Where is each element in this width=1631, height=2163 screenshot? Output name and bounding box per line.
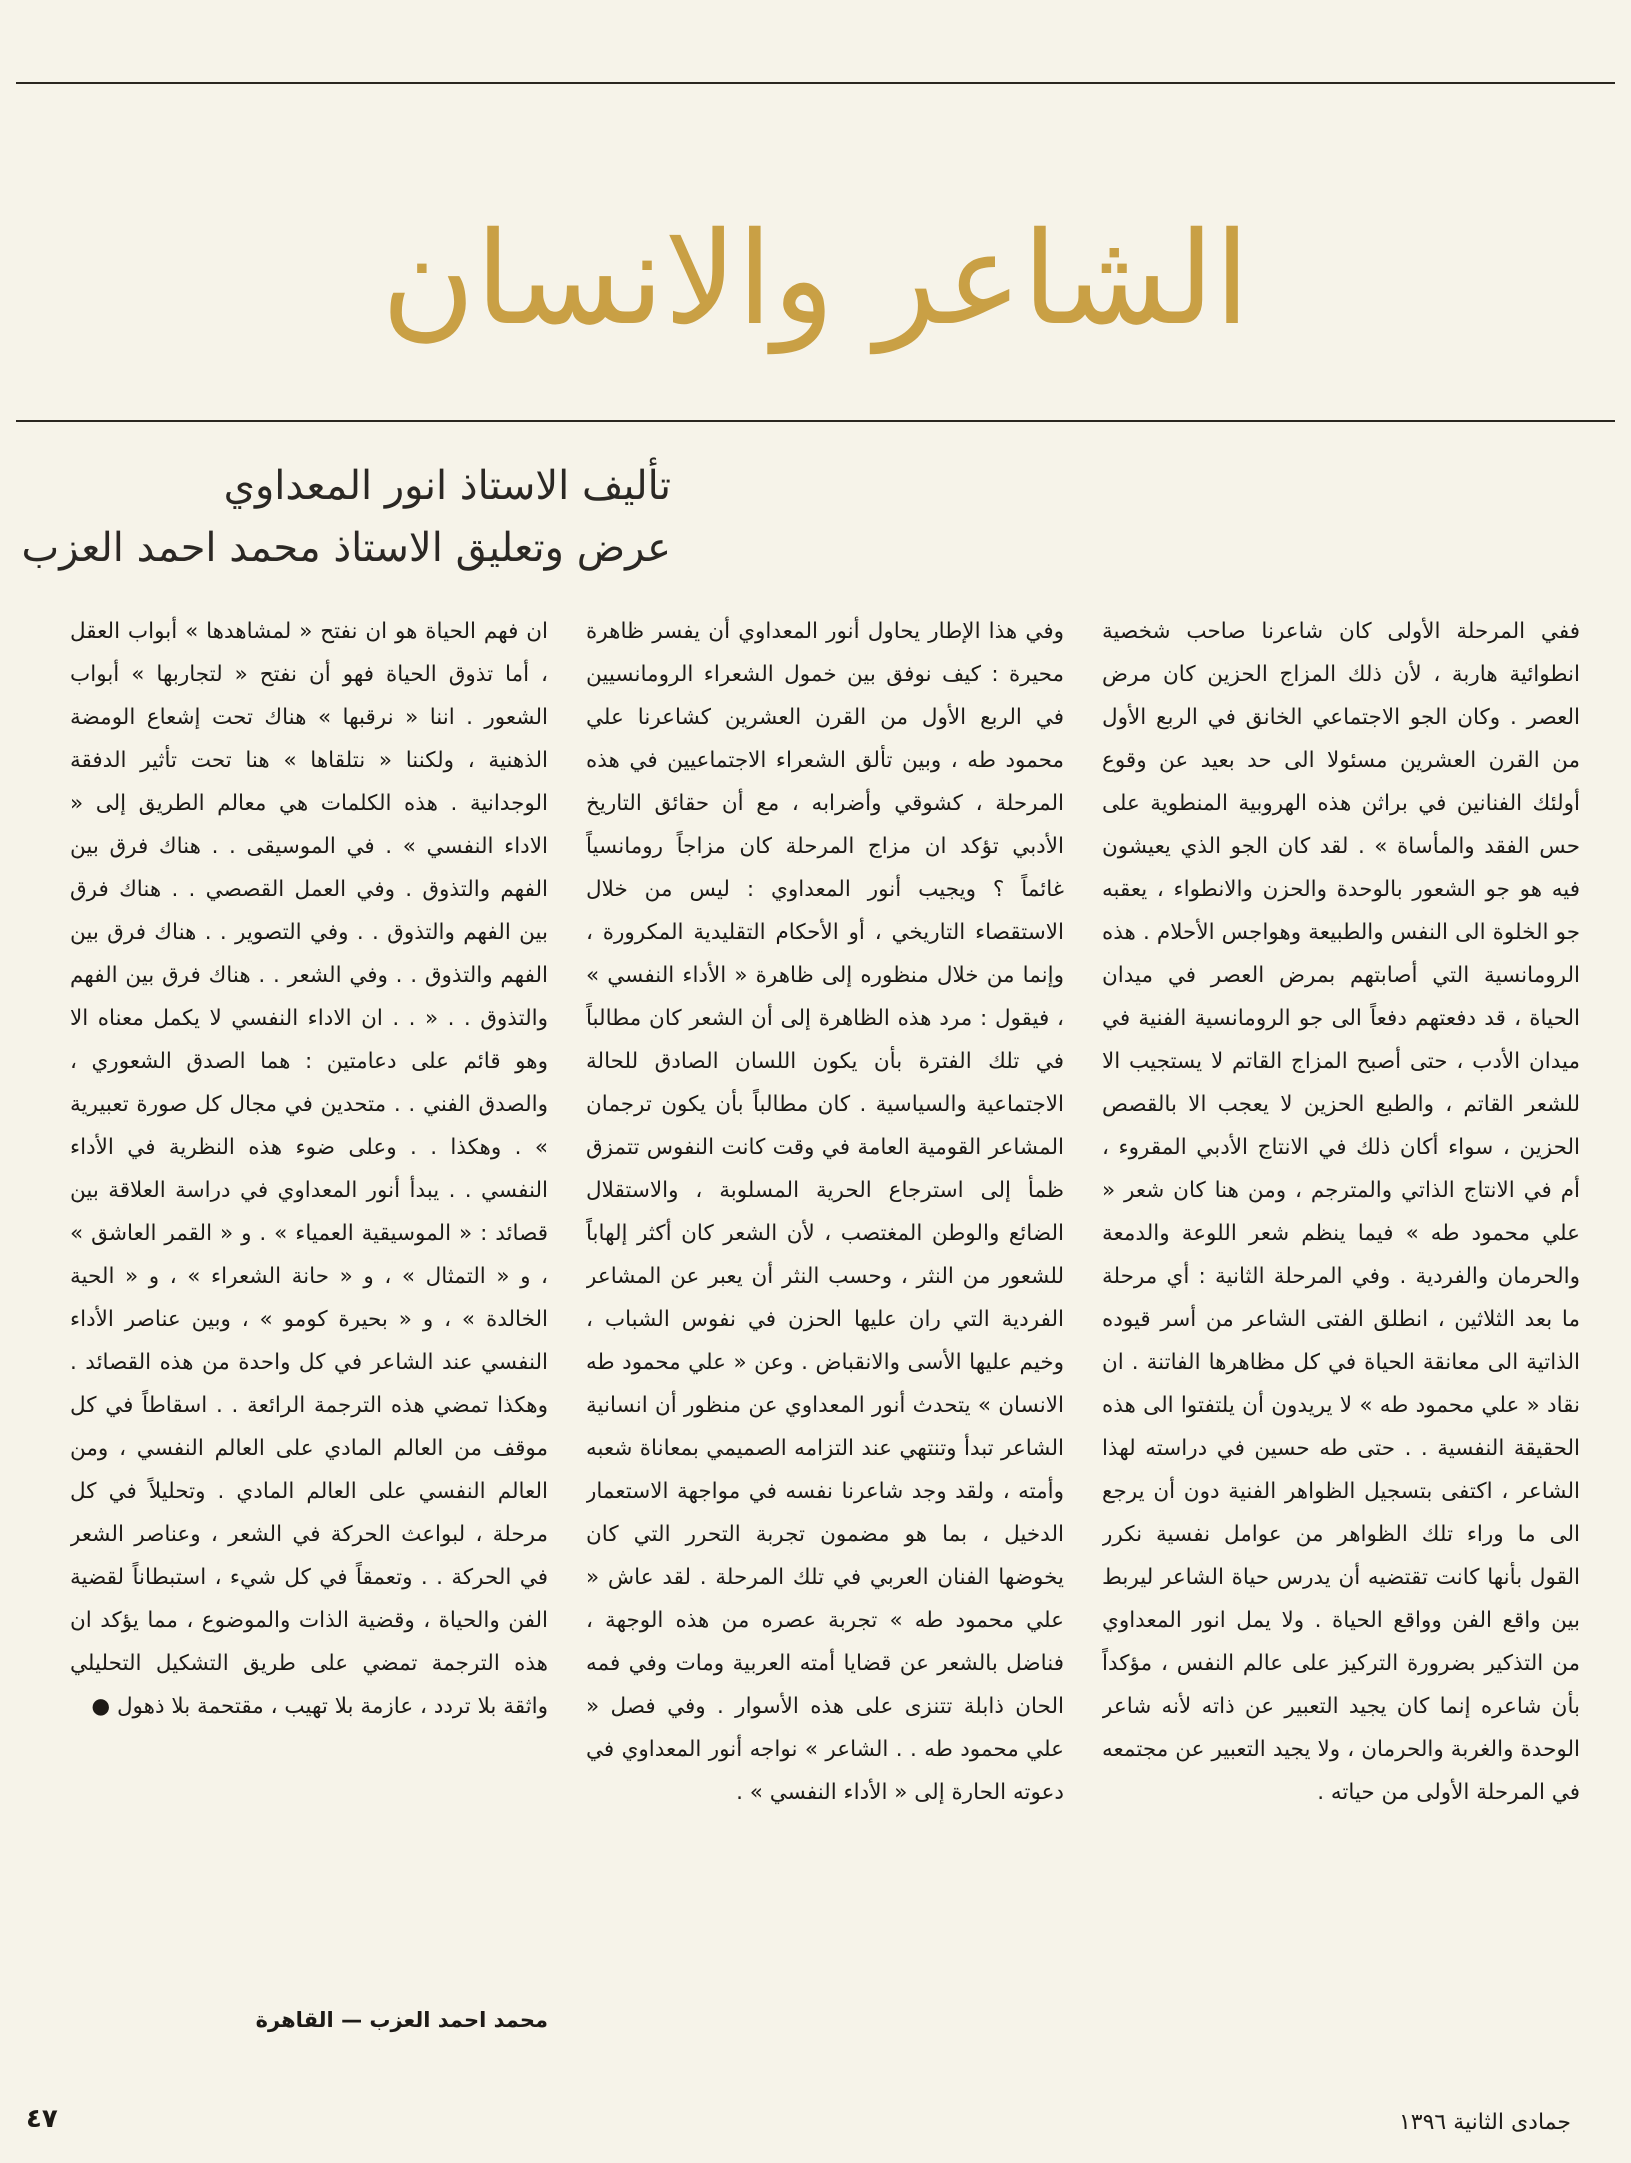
column-middle-text: وفي هذا الإطار يحاول أنور المعداوي أن يفسر ظاهرة محيرة : كيف نوفق بين خمول الشعراء الرومانسيين في الربع الأول من القرن العشرين كشاعرنا علي محمود طه ، وبين تألق الشعراء الاجتماعيين في هذه المرحلة ، كشوقي وأضرابه ، مع أن حقائق التاريخ الأدبي تؤكد ان مزاج المرحلة كان مزاجاً رومانسياً غائماً ؟ ويجيب أنور المعداوي : ليس من خلال الاستقصاء التاريخي ، أو الأحكام التقليدية المكرورة ، وإنما من خلال منظوره إلى ظاهرة « الأداء النفسي » ، فيقول : مرد هذه الظاهرة إلى أن الشعر كان مطالباً في تلك الفترة بأن يكون اللسان الصادق للحالة الاجتماعية والسياسية . كان مطالباً بأن يكون ترجمان المشاعر القومية العامة في وقت كانت النفوس تتمزق ظمأ إلى استرجاع الحرية المسلوبة ، والاستقلال الضائع والوطن المغتصب ، لأن الشعر كان أكثر إلهاباً للشعور من النثر ، وحسب النثر أن يعبر عن المشاعر الفردية التي ران عليها الحزن في نفوس الشباب ، وخيم عليها الأسى والانقباض . وعن « علي محمود طه الانسان » يتحدث أنور المعداوي عن منظور أن انسانية الشاعر تبدأ وتنتهي عند التزامه الصميمي بمعاناة شعبه وأمته ، ولقد وجد شاعرنا نفسه في مواجهة الاستعمار الدخيل ، بما هو مضمون تجربة التحرر التي كان يخوضها الفنان العربي في تلك المرحلة . لقد عاش « علي محمود طه » تجربة عصره من هذه الوجهة ، فناضل بالشعر عن قضايا أمته العربية ومات وفي فمه الحان ذابلة تتنزى على هذه الأسوار . وفي فصل « علي محمود طه . . الشاعر » نواجه أنور المعداوي في دعوته الحارة إلى « الأداء النفسي » .: [586, 619, 1064, 1805]
article-title: الشاعر والانسان: [381, 205, 1250, 354]
title-rule: [16, 420, 1615, 422]
column-left-text: ان فهم الحياة هو ان نفتح « لمشاهدها » أبواب العقل ، أما تذوق الحياة فهو أن نفتح « لتجاربها » أبواب الشعور . اننا « نرقبها » هناك تحت إشعاع الومضة الذهنية ، ولكننا « نتلقاها » هنا تحت تأثير الدفقة الوجدانية . هذه الكلمات هي معالم الطريق إلى « الاداء النفسي » . في الموسيقى . . هناك فرق بين الفهم والتذوق . وفي العمل القصصي . . هناك فرق بين الفهم والتذوق . . وفي التصوير . . هناك فرق بين الفهم والتذوق . . وفي الشعر . . هناك فرق بين الفهم والتذوق . . « . . ان الاداء النفسي لا يكمل معناه الا وهو قائم على دعامتين : هما الصدق الشعوري ، والصدق الفني . . متحدين في مجال كل صورة تعبيرية » . وهكذا . . وعلى ضوء هذه النظرية في الأداء النفسي . . يبدأ أنور المعداوي في دراسة العلاقة بين قصائد : « الموسيقية العمياء » . و « القمر العاشق » ، و « التمثال » ، و « حانة الشعراء » ، و « الحية الخالدة » ، و « بحيرة كومو » ، وبين عناصر الأداء النفسي عند الشاعر في كل واحدة من هذه القصائد . وهكذا تمضي هذه الترجمة الرائعة . . اسقاطاً في كل موقف من العالم المادي على العالم النفسي ، ومن العالم النفسي على العالم المادي . وتحليلاً في كل مرحلة ، لبواعث الحركة في الشعر ، وعناصر الشعر في الحركة . . وتعمقاً في كل شيء ، استبطاناً لقضية الفن والحياة ، وقضية الذات والموضوع ، مما يؤكد ان هذه الترجمة تمضي على طريق التشكيل التحليلي واثقة بلا تردد ، عازمة بلا تهيب ، مقتحمة بلا ذهول ●: [70, 619, 548, 1719]
author-line: تأليف الاستاذ انور المعداوي: [223, 463, 671, 509]
page-number: ٤٧: [26, 2104, 58, 2134]
article-signature: محمد احمد العزب — القاهرة: [255, 2008, 548, 2032]
presenter-line: عرض وتعليق الاستاذ محمد احمد العزب: [21, 525, 671, 571]
column-right-text: ففي المرحلة الأولى كان شاعرنا صاحب شخصية انطوائية هاربة ، لأن ذلك المزاج الحزين كان مرض العصر . وكان الجو الاجتماعي الخانق في الربع الأول من القرن العشرين مسئولا الى حد بعيد عن وقوع أولئك الفنانين في براثن هذه الهروبية المنطوية على حس الفقد والمأساة » . لقد كان الجو الذي يعيشون فيه هو جو الشعور بالوحدة والحزن والانطواء ، يعقبه جو الخلوة الى النفس والطبيعة وهواجس الأحلام . هذه الرومانسية التي أصابتهم بمرض العصر في ميدان الحياة ، قد دفعتهم دفعاً الى جو الرومانسية الفنية في ميدان الأدب ، حتى أصبح المزاج القاتم لا يستجيب الا للشعر القاتم ، والطبع الحزين لا يعجب الا بالقصص الحزين ، سواء أكان ذلك في الانتاج الأدبي المقروء ، أم في الانتاج الذاتي والمترجم ، ومن هنا كان شعر « علي محمود طه » فيما ينظم شعر اللوعة والدمعة والحرمان والفردية . وفي المرحلة الثانية : أي مرحلة ما بعد الثلاثين ، انطلق الفتى الشاعر من أسر قيوده الذاتية الى معانقة الحياة في كل مظاهرها الفاتنة . ان نقاد « علي محمود طه » لا يريدون أن يلتفتوا الى هذه الحقيقة النفسية . . حتى طه حسين في دراسته لهذا الشاعر ، اكتفى بتسجيل الظواهر الفنية دون أن يرجع الى ما وراء تلك الظواهر من عوامل نفسية نكرر القول بأنها كانت تقتضيه أن يدرس حياة الشاعر ليربط بين واقع الفن وواقع الحياة . ولا يمل انور المعداوي من التذكير بضرورة التركيز على عالم النفس ، مؤكداً بأن شاعره إنما كان يجيد التعبير عن ذاته لأنه شاعر الوحدة والغربة والحرمان ، ولا يجيد التعبير عن مجتمعه في المرحلة الأولى من حياته .: [1102, 619, 1580, 1805]
column-middle: [586, 610, 1064, 1980]
article-body: [70, 610, 1580, 1980]
top-rule: [16, 82, 1615, 84]
footer-issue-date: جمادى الثانية ١٣٩٦: [1398, 2110, 1571, 2135]
column-left: [70, 610, 548, 1980]
column-right: [1102, 610, 1580, 1980]
